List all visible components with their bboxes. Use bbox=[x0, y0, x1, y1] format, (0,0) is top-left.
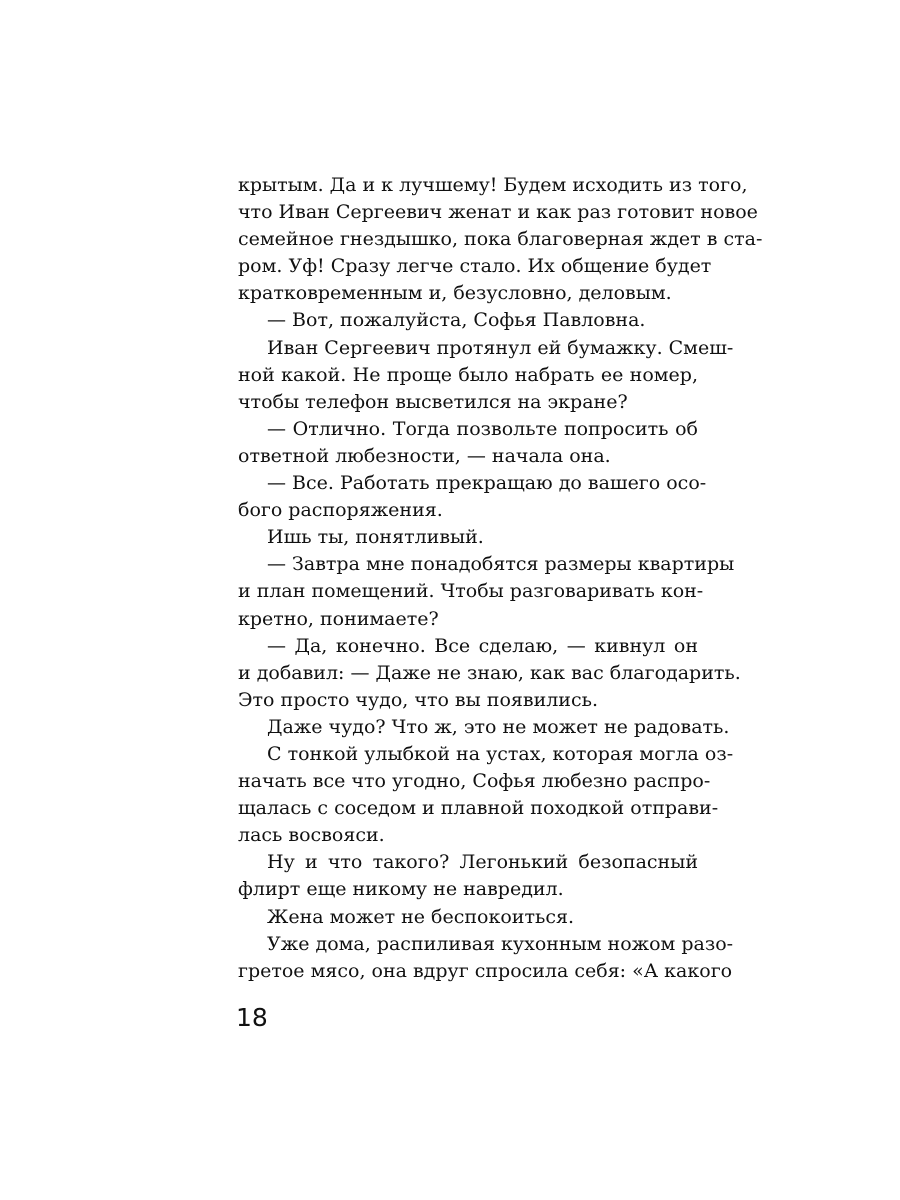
text-line: лась восвояси. bbox=[238, 824, 385, 847]
text-line: — Отлично. Тогда позвольте попросить об bbox=[267, 417, 698, 440]
text-line: ром. Уф! Сразу легче стало. Их общение будет bbox=[238, 255, 712, 278]
text-line: Иван Сергеевич протянул ей бумажку. Смеш- bbox=[267, 336, 734, 359]
text-line: гретое мясо, она вдруг спросила себя: «А какого bbox=[238, 959, 733, 982]
text-line: Уже дома, распиливая кухонным ножом разо- bbox=[267, 932, 734, 955]
text-line: начать все что угодно, Софья любезно распро- bbox=[238, 770, 711, 793]
text-line: кретно, понимаете? bbox=[238, 607, 439, 630]
text-line: бого распоряжения. bbox=[238, 499, 443, 522]
text-line: и план помещений. Чтобы разговаривать кон- bbox=[238, 580, 704, 603]
text-line: чтобы телефон высветился на экране? bbox=[238, 390, 628, 413]
text-line: щалась с соседом и плавной походкой отправи- bbox=[238, 797, 719, 820]
text-line: Ишь ты, понятливый. bbox=[267, 526, 484, 549]
text-line: С тонкой улыбкой на устах, которая могла оз- bbox=[267, 742, 734, 765]
text-line: — Все. Работать прекращаю до вашего осо- bbox=[267, 472, 707, 495]
text-line: ответной любезности, — начала она. bbox=[238, 444, 611, 467]
text-line: кратковременным и, безусловно, деловым. bbox=[238, 282, 672, 305]
text-line: Это просто чудо, что вы появились. bbox=[238, 688, 598, 711]
text-line: Жена может не беспокоиться. bbox=[267, 905, 574, 928]
text-line: и добавил: — Даже не знаю, как вас благодарить. bbox=[238, 661, 741, 684]
text-line: Даже чудо? Что ж, это не может не радовать. bbox=[267, 715, 730, 738]
body-text bbox=[238, 172, 763, 985]
page-number: 18 bbox=[236, 1003, 268, 1032]
text-line: что Иван Сергеевич женат и как раз готовит новое bbox=[238, 201, 758, 224]
text-line: — Завтра мне понадобятся размеры квартиры bbox=[267, 553, 735, 576]
text-line: флирт еще никому не навредил. bbox=[238, 878, 564, 901]
text-line: — Вот, пожалуйста, Софья Павловна. bbox=[267, 309, 646, 332]
text-line: семейное гнездышко, пока благоверная ждет в ста- bbox=[238, 228, 763, 251]
text-line: Ну и что такого? Легонький безопасный bbox=[267, 851, 698, 874]
text-line: — Да, конечно. Все сделаю, — кивнул он bbox=[267, 634, 698, 657]
text-line: крытым. Да и к лучшему! Будем исходить из того, bbox=[238, 174, 748, 196]
text-line: ной какой. Не проще было набрать ее номер, bbox=[238, 363, 698, 386]
